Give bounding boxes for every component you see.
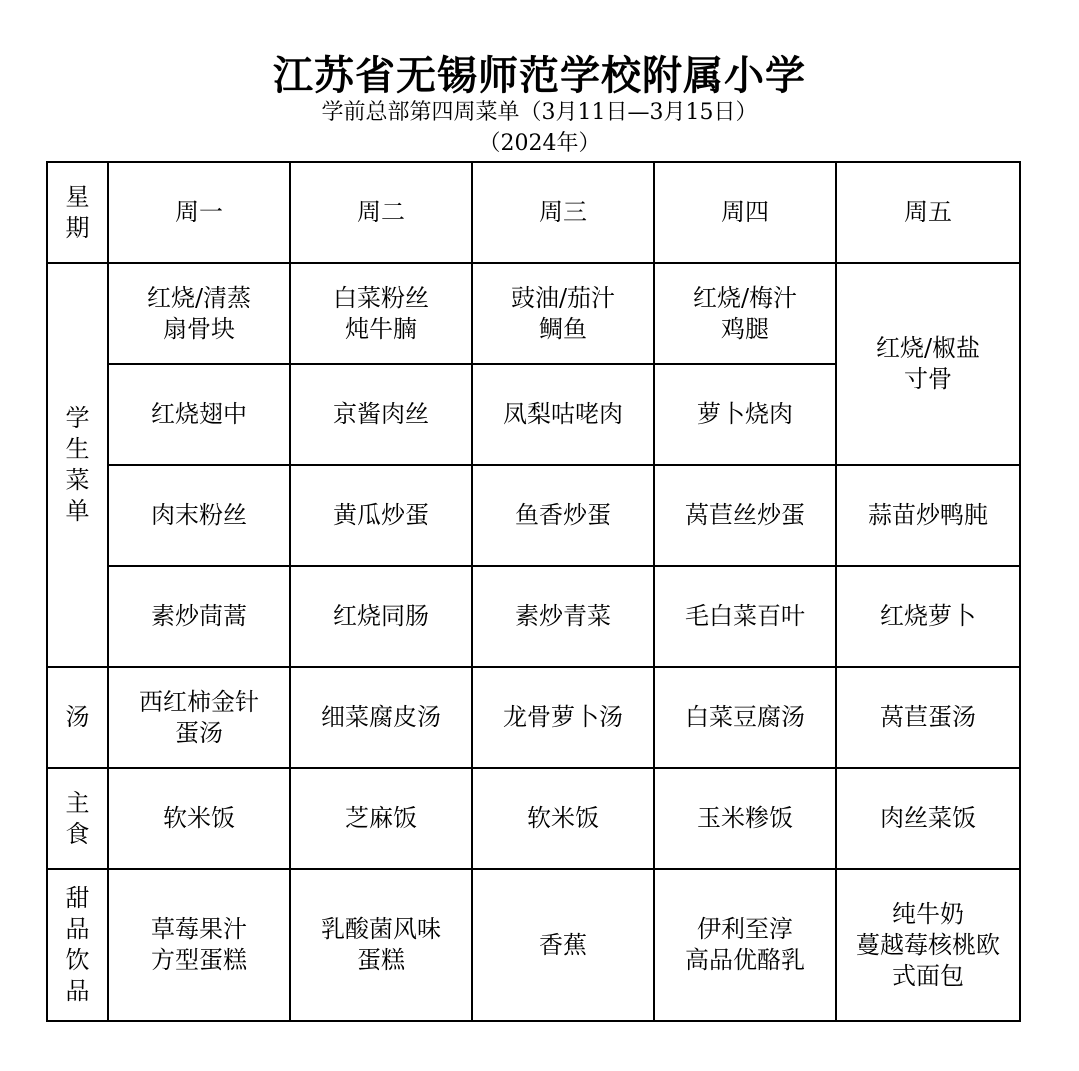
menu-cell: 红烧/清蒸 扇骨块: [108, 263, 290, 364]
section-dessert: 甜品饮品: [47, 869, 108, 1021]
menu-cell: 西红柿金针 蛋汤: [108, 667, 290, 768]
day-header: 周四: [654, 162, 836, 263]
menu-cell: 莴苣蛋汤: [836, 667, 1020, 768]
menu-cell: 乳酸菌风味 蛋糕: [290, 869, 472, 1021]
section-staple: 主食: [47, 768, 108, 869]
menu-cell: 黄瓜炒蛋: [290, 465, 472, 566]
menu-cell: 玉米糁饭: [654, 768, 836, 869]
section-student-menu: 学生菜单: [47, 263, 108, 667]
menu-cell: 红烧/梅汁 鸡腿: [654, 263, 836, 364]
menu-cell: 京酱肉丝: [290, 364, 472, 465]
dish-row-3: [47, 465, 1020, 566]
menu-cell: 软米饭: [472, 768, 654, 869]
menu-cell: 细菜腐皮汤: [290, 667, 472, 768]
dessert-row: [47, 869, 1020, 1021]
page-subtitle: 学前总部第四周菜单（3月11日—3月15日）: [321, 100, 758, 125]
soup-row: [47, 667, 1020, 768]
menu-cell: 毛白菜百叶: [654, 566, 836, 667]
menu-table: [46, 161, 1021, 1022]
dish-row-4: [47, 566, 1020, 667]
menu-cell: 豉油/茄汁 鲷鱼: [472, 263, 654, 364]
menu-cell: 白菜豆腐汤: [654, 667, 836, 768]
day-header: 周三: [472, 162, 654, 263]
menu-cell: 凤梨咕咾肉: [472, 364, 654, 465]
menu-cell: 肉末粉丝: [108, 465, 290, 566]
menu-cell: 莴苣丝炒蛋: [654, 465, 836, 566]
menu-cell: 龙骨萝卜汤: [472, 667, 654, 768]
staple-row: [47, 768, 1020, 869]
corner-cell: 星期: [47, 162, 108, 263]
menu-cell: 草莓果汁 方型蛋糕: [108, 869, 290, 1021]
menu-cell: 鱼香炒蛋: [472, 465, 654, 566]
menu-cell: 软米饭: [108, 768, 290, 869]
menu-cell: 肉丝菜饭: [836, 768, 1020, 869]
day-header: 周一: [108, 162, 290, 263]
day-header: 周五: [836, 162, 1020, 263]
menu-cell: 红烧翅中: [108, 364, 290, 465]
day-header: 周二: [290, 162, 472, 263]
menu-cell: 伊利至淳 高品优酪乳: [654, 869, 836, 1021]
section-soup: 汤: [47, 667, 108, 768]
menu-cell: 素炒茼蒿: [108, 566, 290, 667]
page-title: 江苏省无锡师范学校附属小学: [273, 53, 806, 99]
menu-cell: 纯牛奶 蔓越莓核桃欧 式面包: [836, 869, 1020, 1021]
menu-cell: 芝麻饭: [290, 768, 472, 869]
menu-cell: 红烧同肠: [290, 566, 472, 667]
menu-cell: 白菜粉丝 炖牛腩: [290, 263, 472, 364]
page-year: （2024年）: [478, 131, 601, 156]
menu-cell: 萝卜烧肉: [654, 364, 836, 465]
menu-cell: 红烧/椒盐 寸骨: [836, 263, 1020, 465]
menu-cell: 香蕉: [472, 869, 654, 1021]
header-row: [47, 162, 1020, 263]
dish-row-1: [47, 263, 1020, 364]
menu-cell: 蒜苗炒鸭肫: [836, 465, 1020, 566]
menu-cell: 红烧萝卜: [836, 566, 1020, 667]
menu-cell: 素炒青菜: [472, 566, 654, 667]
